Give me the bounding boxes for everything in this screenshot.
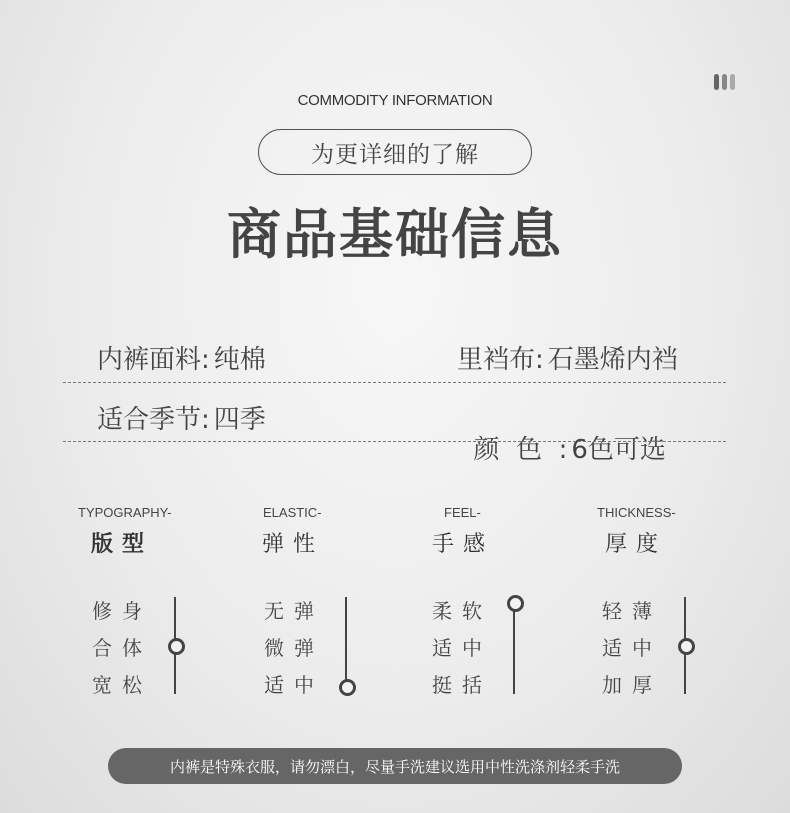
info-value: 四季 xyxy=(213,405,266,435)
info-season xyxy=(97,399,266,436)
attr-thickness-level: 适中 xyxy=(602,636,662,660)
slider-knob-icon xyxy=(507,595,524,612)
attr-typography-level: 修身 xyxy=(92,599,152,623)
slider-knob-icon xyxy=(168,638,185,655)
attr-typography-zh: 版型 xyxy=(91,532,154,557)
attr-typography-level: 合体 xyxy=(92,636,152,660)
bars-icon xyxy=(714,74,738,92)
attr-elastic-zh: 弹性 xyxy=(262,532,325,557)
attr-elastic-level: 微弹 xyxy=(264,636,324,660)
attr-typography-en: TYPOGRAPHY- xyxy=(78,505,172,520)
info-label: 里裆布: xyxy=(457,345,544,375)
attr-elastic-en: ELASTIC- xyxy=(263,505,322,520)
page-title: 商品基础信息 xyxy=(227,203,563,266)
commodity-information-heading: COMMODITY INFORMATION xyxy=(297,92,493,109)
attr-typography-level: 宽松 xyxy=(92,673,152,697)
info-color xyxy=(457,399,666,466)
attr-thickness-en: THICKNESS- xyxy=(597,505,676,520)
info-label: 内裤面料: xyxy=(97,345,210,375)
slider-knob-icon xyxy=(339,679,356,696)
attr-thickness-zh: 厚度 xyxy=(605,532,668,557)
dashed-divider xyxy=(63,382,726,383)
info-value: 石墨烯内裆 xyxy=(547,345,678,375)
info-label: 适合季节: xyxy=(97,405,210,435)
attr-feel-level: 适中 xyxy=(432,636,492,660)
info-fabric xyxy=(97,339,266,376)
info-value: 纯棉 xyxy=(213,345,266,375)
intro-pill-text: 为更详细的了解 xyxy=(311,141,479,168)
info-value: 6色可选 xyxy=(571,435,666,465)
attr-elastic-level: 适中 xyxy=(264,673,324,697)
care-instructions-banner xyxy=(108,748,682,784)
intro-pill xyxy=(258,129,532,175)
attr-thickness-level: 轻薄 xyxy=(602,599,662,623)
attr-elastic-level: 无弹 xyxy=(264,599,324,623)
info-label: 颜 色 : xyxy=(473,435,568,465)
care-instructions-text: 内裤是特殊衣服，请勿漂白，尽量手洗建议选用中性洗涤剂轻柔手洗 xyxy=(169,757,620,776)
attr-feel-en: FEEL- xyxy=(444,505,481,520)
slider-knob-icon xyxy=(678,638,695,655)
info-crotch-lining xyxy=(457,339,678,376)
attr-feel-zh: 手感 xyxy=(432,532,495,557)
attr-thickness-level: 加厚 xyxy=(602,673,662,697)
dashed-divider xyxy=(63,441,726,442)
attr-feel-level: 柔软 xyxy=(432,599,492,623)
scale-line xyxy=(345,597,347,681)
scale-line xyxy=(513,608,515,694)
attr-feel-level: 挺括 xyxy=(432,673,492,697)
